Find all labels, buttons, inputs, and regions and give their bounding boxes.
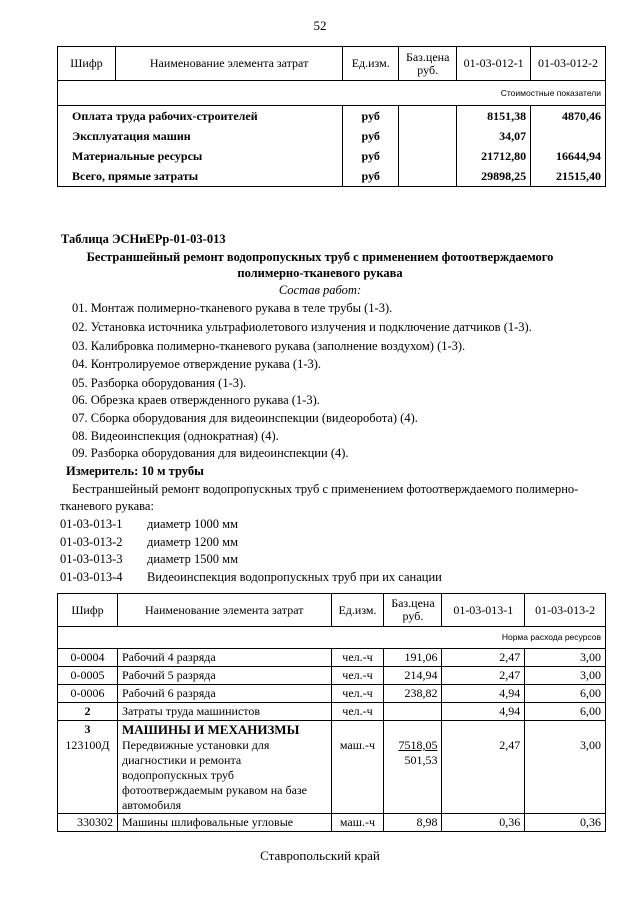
col-header-variant-1: 01-03-013-1 — [442, 594, 525, 627]
row-value-1: 2,47 — [442, 738, 525, 814]
row-name: Рабочий 4 разряда — [117, 649, 331, 667]
variant-text: Видеоинспекция водопропускных труб при их санации — [147, 570, 442, 584]
table-row — [58, 106, 606, 127]
row-unit: руб — [343, 166, 399, 187]
row-unit: маш.-ч — [331, 814, 384, 832]
work-item: 04. Контролируемое отверждение рукава (1-3). — [72, 357, 322, 371]
row-value-1: 4,94 — [442, 703, 525, 721]
col-header-code: Шифр — [58, 47, 116, 81]
col-header-variant-2: 01-03-012-2 — [531, 47, 606, 81]
row-value-2: 4870,46 — [531, 106, 606, 127]
row-value-2: 6,00 — [525, 703, 606, 721]
work-item: 07. Сборка оборудования для видеоинспекции (видеоробота) (4). — [72, 411, 418, 425]
row-price-secondary: 501,53 — [404, 753, 438, 767]
row-value-2: 16644,94 — [531, 146, 606, 166]
row-name: МАШИНЫ И МЕХАНИЗМЫ — [117, 721, 331, 739]
page-footer: Ставропольский край — [260, 848, 380, 863]
table-row — [58, 703, 606, 721]
row-value-2: 3,00 — [525, 667, 606, 685]
table-row — [58, 814, 606, 832]
table-header-row — [58, 47, 606, 81]
variant-code: 01-03-013-1 — [60, 517, 123, 531]
col-header-variant-2: 01-03-013-2 — [525, 594, 606, 627]
row-value-2: 21515,40 — [531, 166, 606, 187]
row-name: Затраты труда машинистов — [117, 703, 331, 721]
row-unit: руб — [343, 106, 399, 127]
row-code: 0-0004 — [58, 649, 118, 667]
row-unit: чел.-ч — [331, 667, 384, 685]
col-header-code: Шифр — [58, 594, 118, 627]
table-header-row — [58, 594, 606, 627]
col-header-unit: Ед.изм. — [343, 47, 399, 81]
row-name: Машины шлифовальные угловые — [117, 814, 331, 832]
col-header-price: Баз.цена руб. — [384, 594, 442, 627]
row-name: Эксплуатация машин — [58, 126, 343, 146]
row-unit: руб — [343, 126, 399, 146]
variant-code: 01-03-013-4 — [60, 570, 123, 584]
cost-indicators-table — [57, 46, 606, 187]
work-item: 02. Установка источника ультрафиолетового излучения и подключение датчиков (1-3). — [72, 320, 532, 334]
row-price — [384, 703, 442, 721]
row-unit: чел.-ч — [331, 703, 384, 721]
table-row — [58, 667, 606, 685]
row-value-1: 4,94 — [442, 685, 525, 703]
row-unit: чел.-ч — [331, 649, 384, 667]
col-header-variant-1: 01-03-012-1 — [457, 47, 531, 81]
measurer: Измеритель: 10 м трубы — [66, 464, 204, 478]
row-value-2: 3,00 — [525, 738, 606, 814]
row-unit: руб — [343, 146, 399, 166]
row-code: 330302 — [58, 814, 118, 832]
row-value-2 — [531, 126, 606, 146]
row-name: Рабочий 5 разряда — [117, 667, 331, 685]
resource-norms-table — [57, 593, 606, 832]
variant-code: 01-03-013-3 — [60, 552, 123, 566]
row-unit: чел.-ч — [331, 685, 384, 703]
work-item: 09. Разборка оборудования для видеоинспекции (4). — [72, 446, 349, 460]
row-value-2: 6,00 — [525, 685, 606, 703]
table-subheader: Стоимостные показатели — [58, 81, 606, 106]
work-item: 03. Калибровка полимерно-тканевого рукава (заполнение воздухом) (1-3). — [72, 339, 466, 353]
col-header-name: Наименование элемента затрат — [115, 47, 342, 81]
row-value-1: 8151,38 — [457, 106, 531, 127]
row-value-1: 21712,80 — [457, 146, 531, 166]
table-row — [58, 126, 606, 146]
row-unit: маш.-ч — [331, 738, 384, 814]
row-name: Материальные ресурсы — [58, 146, 343, 166]
row-value-1: 2,47 — [442, 649, 525, 667]
row-code: 3 — [58, 721, 118, 739]
work-item: 06. Обрезка краев отвержденного рукава (1-3). — [72, 393, 320, 407]
description-line-1: Бестраншейный ремонт водопропускных труб с применением фотоотверждаемого полимерно- — [72, 482, 579, 496]
row-code: 0-0006 — [58, 685, 118, 703]
work-item: 01. Монтаж полимерно-тканевого рукава в теле трубы (1-3). — [72, 301, 393, 315]
row-value-2: 3,00 — [525, 649, 606, 667]
table-row — [58, 738, 606, 814]
composition-title: Состав работ: — [278, 283, 362, 297]
row-value-1: 29898,25 — [457, 166, 531, 187]
variant-code: 01-03-013-2 — [60, 535, 123, 549]
description-line-2: тканевого рукава: — [60, 499, 154, 513]
row-price: 7518,05 — [398, 738, 438, 752]
row-code: 0-0005 — [58, 667, 118, 685]
table-row — [58, 146, 606, 166]
table-subheader: Норма расхода ресурсов — [58, 627, 606, 649]
row-name: Рабочий 6 разряда — [117, 685, 331, 703]
col-header-unit: Ед.изм. — [331, 594, 384, 627]
row-name: Передвижные установки для диагностики и ремонта водопропускных труб фотоотверждаемым рукавом на базе автомобиля — [117, 738, 331, 814]
col-header-name: Наименование элемента затрат — [117, 594, 331, 627]
row-name: Оплата труда рабочих-строителей — [58, 106, 343, 127]
page-number: 52 — [313, 18, 327, 33]
variant-text: диаметр 1200 мм — [147, 535, 238, 549]
section-title-line-1: Бестраншейный ремонт водопропускных труб с применением фотоотверждаемого — [86, 250, 554, 264]
row-value-2: 0,36 — [525, 814, 606, 832]
row-price: 191,06 — [384, 649, 442, 667]
section-title-line-2: полимерно-тканевого рукава — [237, 266, 403, 280]
table-row — [58, 649, 606, 667]
row-code: 123100Д — [58, 738, 118, 814]
work-item: 08. Видеоинспекция (однократная) (4). — [72, 429, 279, 443]
table-row — [58, 721, 606, 739]
work-item: 05. Разборка оборудования (1-3). — [72, 376, 247, 390]
table-title: Таблица ЭСНиЕРр-01-03-013 — [61, 232, 226, 246]
variant-text: диаметр 1000 мм — [147, 517, 238, 531]
table-row — [58, 685, 606, 703]
row-price: 238,82 — [384, 685, 442, 703]
row-value-1: 34,07 — [457, 126, 531, 146]
row-value-1: 2,47 — [442, 667, 525, 685]
row-value-1: 0,36 — [442, 814, 525, 832]
table-row — [58, 166, 606, 187]
variant-text: диаметр 1500 мм — [147, 552, 238, 566]
row-name: Всего, прямые затраты — [58, 166, 343, 187]
row-code: 2 — [58, 703, 118, 721]
row-price: 214,94 — [384, 667, 442, 685]
col-header-price: Баз.цена руб. — [399, 47, 457, 81]
row-price: 8,98 — [384, 814, 442, 832]
